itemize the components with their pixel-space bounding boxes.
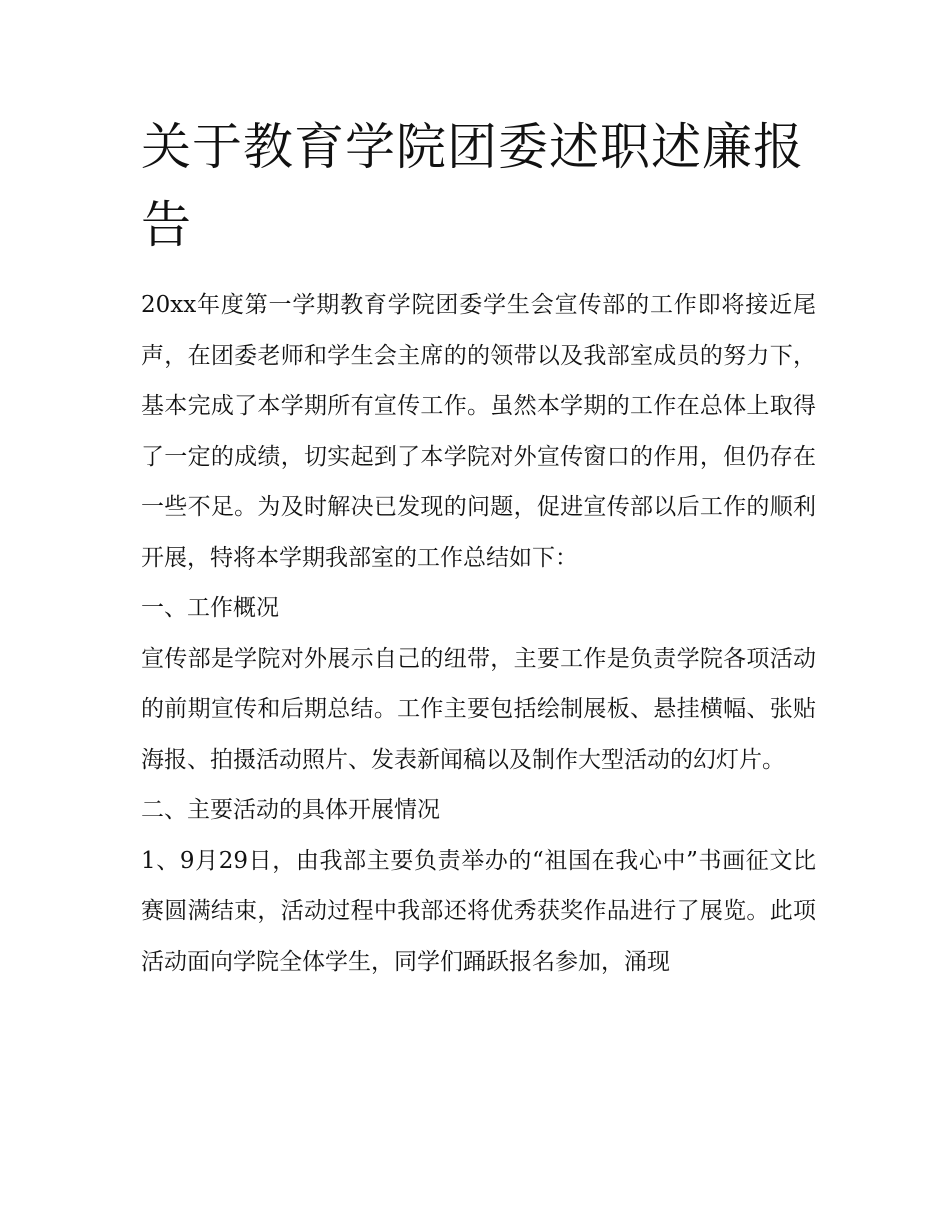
- overview-paragraph: 宣传部是学院对外展示自己的纽带，主要工作是负责学院各项活动的前期宣传和后期总结。工作主要包括绘制展板、悬挂横幅、张贴海报、拍摄活动照片、发表新闻稿以及制作大型活动的幻灯片。: [141, 645, 816, 773]
- activity-paragraph: 1、9月29日，由我部主要负责举办的“祖国在我心中”书画征文比赛圆满结束，活动过程中我部还将优秀获奖作品进行了展览。此项活动面向学院全体学生，同学们踊跃报名参加，涌现: [141, 847, 816, 975]
- document-body: [141, 108, 816, 987]
- section-heading-activities: 二、主要活动的具体开展情况: [141, 797, 440, 823]
- section-heading-overview: 一、工作概况: [141, 595, 279, 621]
- intro-paragraph: 20xx年度第一学期教育学院团委学生会宣传部的工作即将接近尾声，在团委老师和学生会主席的的领带以及我部室成员的努力下，基本完成了本学期所有宣传工作。虽然本学期的工作在总体上取得了一定的成绩，切实起到了本学院对外宣传窗口的作用，但仍存在一些不足。为及时解决已发现的问题，促进宣传部以后工作的顺利开展，特将本学期我部室的工作总结如下：: [141, 292, 816, 571]
- document-title: 关于教育学院团委述职述廉报告: [141, 118, 804, 254]
